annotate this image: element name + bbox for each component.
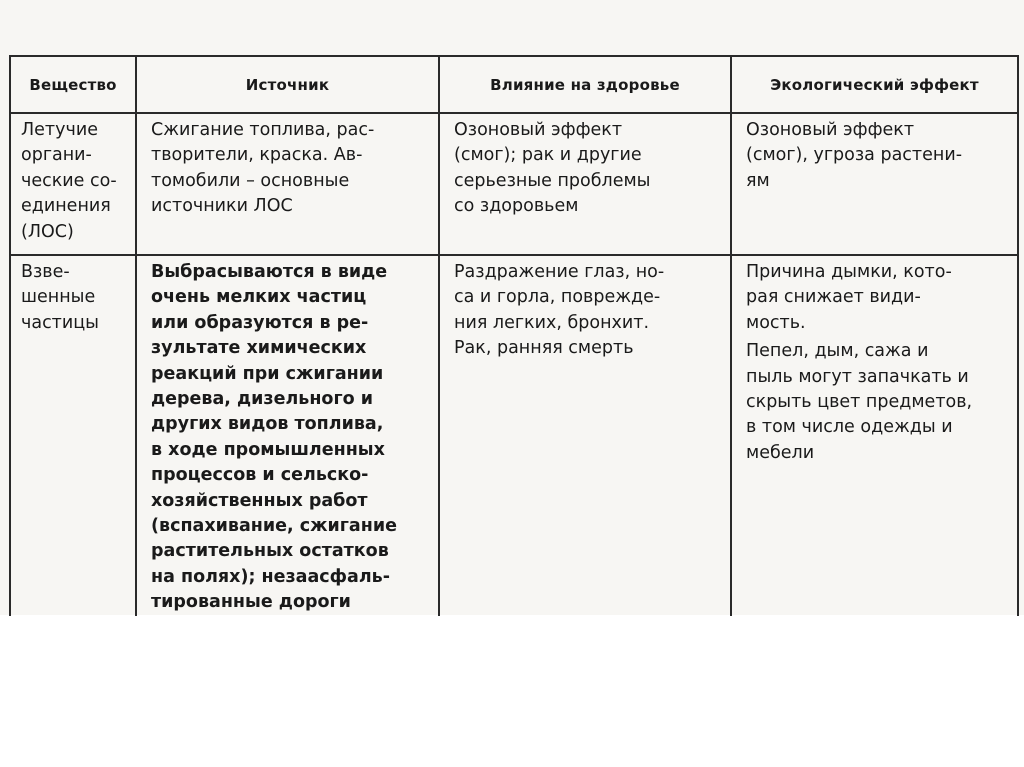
text-line: Летучие <box>21 120 98 140</box>
ecology-paragraph <box>746 260 1007 336</box>
text-line: (вспахивание, сжигание <box>151 516 397 537</box>
text-line: Рак, ранняя смерть <box>454 338 634 359</box>
text-line: источники ЛОС <box>151 196 293 217</box>
text-line: дерева, дизельного и <box>151 389 373 410</box>
text-line: в том числе одежды и <box>746 417 953 438</box>
substance-text <box>11 256 135 336</box>
cell-ecology <box>731 255 1018 616</box>
ecology-text <box>732 114 1017 194</box>
text-line: томобили – основные <box>151 170 350 191</box>
text-line: в ходе промышленных <box>151 439 385 460</box>
source-text <box>137 256 438 616</box>
text-line: творители, краска. Ав- <box>151 145 363 166</box>
table-row <box>10 113 1018 255</box>
header-health: Влияние на здоровье <box>439 56 731 113</box>
text-line: Раздражение глаз, но- <box>454 262 665 282</box>
slide-blank-area <box>0 615 1024 767</box>
cell-health <box>439 255 731 616</box>
text-line: пыль могут запачкать и <box>746 366 969 387</box>
text-line: скрыть цвет предметов, <box>746 392 973 413</box>
text-line: Сжигание топлива, рас- <box>151 120 375 140</box>
text-line: мебели <box>746 442 815 463</box>
text-line: Пепел, дым, сажа и <box>746 341 929 362</box>
text-line: (ЛОС) <box>21 221 74 242</box>
text-line: ния легких, бронхит. <box>454 312 650 333</box>
text-line: (смог), угроза растени- <box>746 145 963 166</box>
cell-health <box>439 113 731 255</box>
text-line: или образуются в ре- <box>151 312 369 333</box>
text-line: рая снижает види- <box>746 287 921 308</box>
text-line: частицы <box>21 312 99 333</box>
text-line: других видов топлива, <box>151 414 384 435</box>
header-source: Источник <box>136 56 439 113</box>
text-line: (смог); рак и другие <box>454 145 642 166</box>
source-text <box>137 114 438 220</box>
header-ecology: Экологический эффект <box>731 56 1018 113</box>
text-line: са и горла, поврежде- <box>454 287 661 308</box>
text-line: мость. <box>746 312 806 333</box>
text-line: единения <box>21 196 111 217</box>
text-line: очень мелких частиц <box>151 287 367 308</box>
cell-substance <box>10 255 136 616</box>
cell-source <box>136 113 439 255</box>
text-line: ческие со- <box>21 170 117 191</box>
text-line: реакций при сжигании <box>151 363 384 384</box>
table-row <box>10 255 1018 616</box>
ecology-text <box>732 256 1017 466</box>
text-line: со здоровьем <box>454 196 579 217</box>
text-line: растительных остатков <box>151 541 389 562</box>
text-line: тированные дороги <box>151 592 351 613</box>
cell-substance <box>10 113 136 255</box>
text-line: зультате химических <box>151 338 367 359</box>
text-line: шенные <box>21 287 96 308</box>
text-line: ям <box>746 170 770 191</box>
text-line: процессов и сельско- <box>151 465 369 486</box>
text-line: серьезные проблемы <box>454 170 651 191</box>
health-text <box>440 256 730 362</box>
header-substance: Вещество <box>10 56 136 113</box>
cell-ecology <box>731 113 1018 255</box>
table-header-row <box>10 56 1018 113</box>
cell-source <box>136 255 439 616</box>
text-line: Озоновый эффект <box>454 120 623 140</box>
text-line: хозяйственных работ <box>151 490 368 511</box>
text-line: Озоновый эффект <box>746 120 915 140</box>
text-line: на полях); незаасфаль- <box>151 566 390 587</box>
substance-text <box>11 114 135 245</box>
text-line: Выбрасываются в виде <box>151 262 388 282</box>
ecology-paragraph <box>746 339 1007 466</box>
health-text <box>440 114 730 220</box>
text-line: органи- <box>21 145 92 166</box>
pollutants-table <box>9 55 1019 616</box>
text-line: Причина дымки, кото- <box>746 262 952 282</box>
text-line: Взве- <box>21 262 70 282</box>
